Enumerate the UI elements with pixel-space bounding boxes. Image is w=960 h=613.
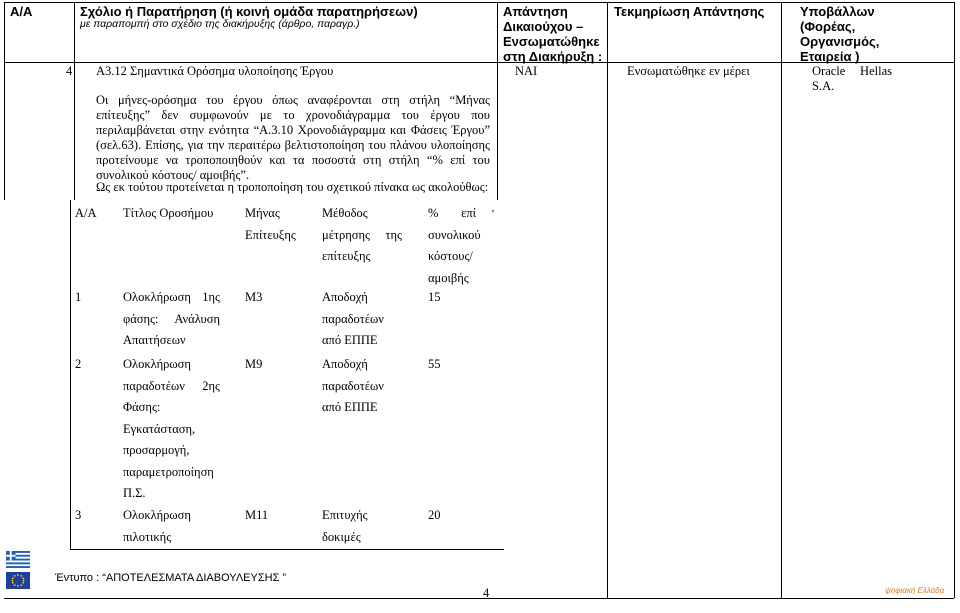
inner-table-left-border xyxy=(70,200,71,550)
footer-bottom-border xyxy=(4,598,954,599)
milestone-row-1-title: Ολοκλήρωση 1ης φάσης: Ανάλυση Απαιτήσεων xyxy=(123,290,220,347)
milestone-header-pct: % επί συνολικού κόστους/ αμοιβής xyxy=(428,206,481,285)
header-comment-subtitle: με παραπομπή στο σχέδιο της διακήρυξης (άρθρο, παραγρ.) xyxy=(80,18,360,30)
milestone-row-2-method: Αποδοχή παραδοτέων από ΕΠΠΕ xyxy=(322,357,384,414)
inner-table-bottom-border xyxy=(70,549,504,550)
milestone-header-method: Μέθοδος μέτρησης της επίτευξης xyxy=(322,206,402,263)
milestone-row-3-method: Επιτυχής δοκιμές xyxy=(322,508,368,544)
table-border-top xyxy=(4,2,954,3)
header-submitter: Υποβάλλων (Φορέας, Οργανισμός, Εταιρεία ) xyxy=(800,4,880,64)
milestone-row-2-aa: 2 xyxy=(75,357,82,371)
row-submitter: Oracle Hellas S.A. xyxy=(812,64,892,93)
clipped-character: ʼ xyxy=(491,208,495,220)
greek-flag-icon xyxy=(6,551,30,568)
col-divider-1 xyxy=(74,2,75,200)
milestone-row-3-title: Ολοκλήρωση πιλοτικής xyxy=(123,508,191,544)
header-justification: Τεκμηρίωση Απάντησης xyxy=(614,4,765,19)
milestone-row-3-pct: 20 xyxy=(428,508,441,522)
table-border-right xyxy=(954,2,955,598)
row-justification: Ενσωματώθηκε εν μέρει xyxy=(627,64,750,78)
digital-greece-logo: ψηφιακή Ελλάδα xyxy=(885,586,945,595)
header-aa: Α/Α xyxy=(10,4,33,19)
row-number: 4 xyxy=(66,64,73,78)
row-paragraph-last: Ως εκ τούτου προτείνεται η τροποποίηση του σχετικού πίνακα ως ακολούθως: xyxy=(96,180,489,194)
greek-flag xyxy=(6,551,30,573)
header-comment-title: Σχόλιο ή Παρατήρηση (ή κοινή ομάδα παρατηρήσεων) xyxy=(80,4,418,19)
form-label: Έντυπο : “ΑΠΟΤΕΛΕΣΜΑΤΑ ΔΙΑΒΟΥΛΕΥΣΗΣ ” xyxy=(55,572,287,584)
header-answer: Απάντηση Δικαιούχου – Ενσωματώθηκε στη Διακήρυξη : xyxy=(503,4,603,64)
milestone-row-1-pct: 15 xyxy=(428,290,441,304)
milestone-row-2-pct: 55 xyxy=(428,357,441,371)
eu-flag xyxy=(6,572,30,594)
milestone-row-1-month: Μ3 xyxy=(245,290,263,304)
milestone-row-3-month: Μ11 xyxy=(245,508,269,522)
eu-flag-icon xyxy=(6,572,30,589)
page-number: 4 xyxy=(483,586,490,600)
milestone-header-title: Τίτλος Οροσήμου xyxy=(123,206,214,220)
milestone-row-1-method: Αποδοχή παραδοτέων από ΕΠΠΕ xyxy=(322,290,384,347)
col-divider-3 xyxy=(607,2,608,598)
milestone-header-month: Μήνας Επίτευξης xyxy=(245,206,296,242)
table-border-left xyxy=(4,2,5,200)
milestone-row-2-title: Ολοκλήρωση παραδοτέων 2ης Φάσης: Εγκατάσταση, προσαρμογή, παραμετροποίηση Π.Σ. xyxy=(123,357,220,500)
milestone-row-1-aa: 1 xyxy=(75,290,82,304)
row-answer: ΝΑΙ xyxy=(515,64,538,78)
milestone-row-2-month: Μ9 xyxy=(245,357,263,371)
row-paragraph: Οι μήνες-ορόσημα του έργου όπως αναφέρονται στη στήλη “Μήνας επίτευξης” δεν συμφωνούν με το χρονοδιάγραμμα του έργου που περιλαμβάνεται στην ενότητα “Α.3.10 Χρονοδιάγραμμα και Φάσεις Έργου” (σελ.63). Επίσης, για την περαιτέρω βελτιστοποίηση του πλάνου υλοποίησης προτείνουμε να τροποποιηθούν και τα ποσοστά στη στήλη “% επί του συνολικού κόστους/ αμοιβής”. xyxy=(96,93,490,182)
col-divider-4 xyxy=(781,2,782,598)
milestone-row-3-aa: 3 xyxy=(75,508,82,522)
row-title: Α3.12 Σημαντικά Ορόσημα υλοποίησης Έργου xyxy=(96,64,334,78)
milestone-header-aa: Α/Α xyxy=(75,206,97,220)
col-divider-2 xyxy=(497,2,498,200)
